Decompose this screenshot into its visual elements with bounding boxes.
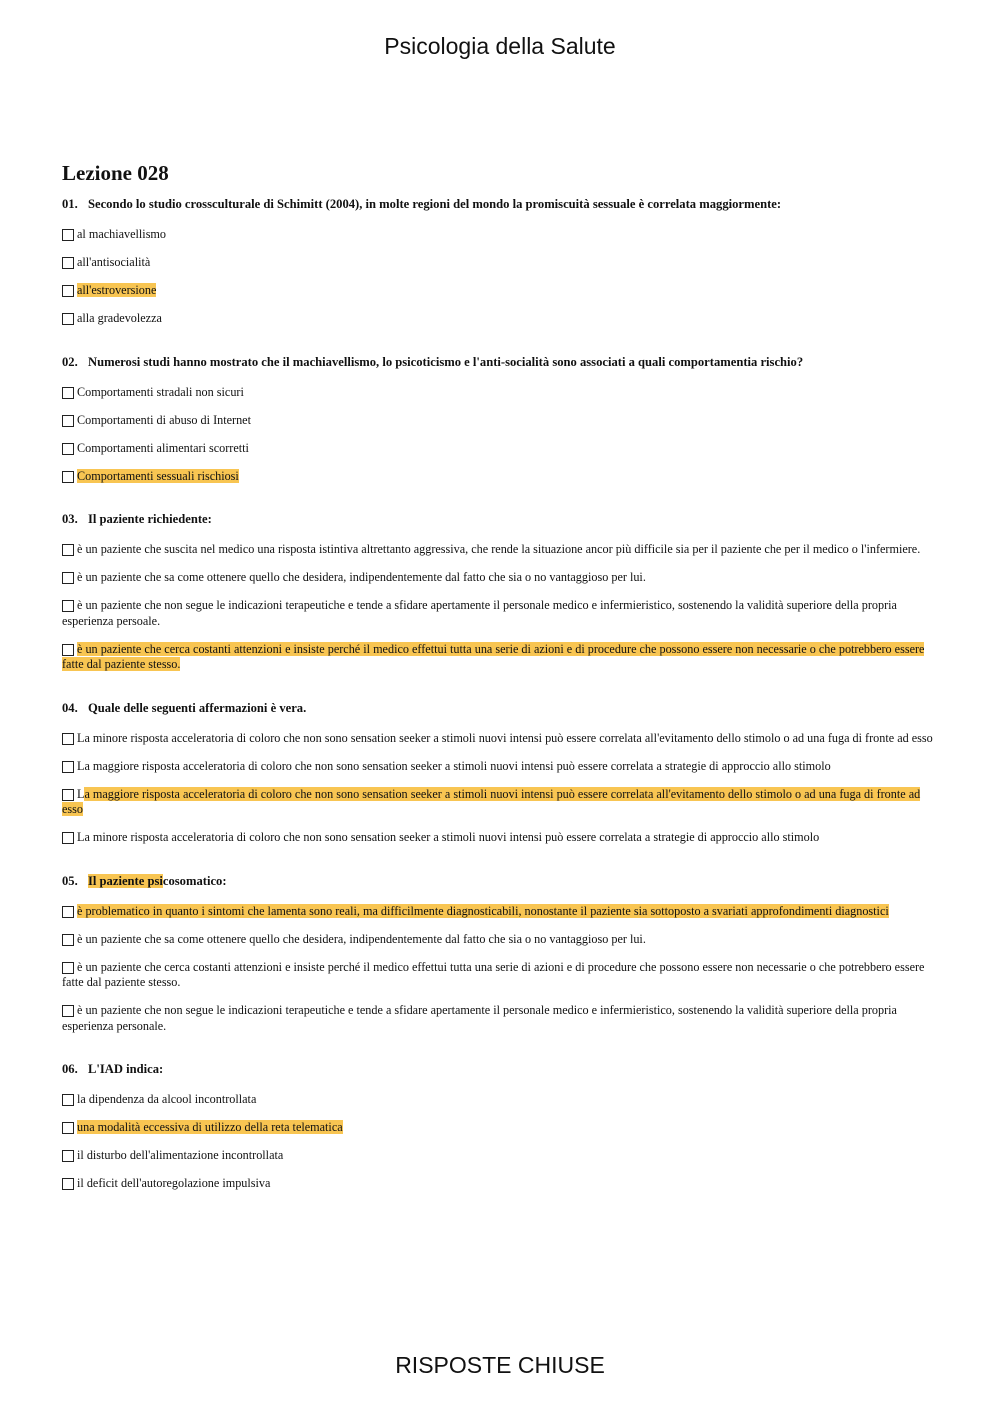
question-block [62, 874, 934, 1035]
option-text: il disturbo dell'alimentazione incontrollata [77, 1148, 284, 1162]
page-header: Psicologia della Salute [384, 33, 616, 59]
checkbox[interactable] [62, 832, 74, 844]
answer-option[interactable] [62, 469, 934, 485]
answer-option[interactable] [62, 830, 934, 846]
question-number: 05. [62, 873, 78, 888]
quiz-content [62, 161, 934, 1220]
question-number: 03. [62, 512, 78, 526]
option-text: è un paziente che suscita nel medico una risposta istintiva altrettanto aggressiva, che rende la situazione ancor più difficile sia per il paziente che per il medico o l'infermiere. [77, 542, 921, 556]
checkbox[interactable] [62, 962, 74, 974]
checkbox[interactable] [62, 443, 74, 455]
question-list [62, 197, 934, 1192]
answer-option[interactable] [62, 1003, 934, 1034]
answer-option[interactable] [62, 932, 934, 948]
checkbox[interactable] [62, 934, 74, 946]
checkbox[interactable] [62, 313, 74, 325]
option-text: all'antisocialità [77, 255, 151, 269]
checkbox[interactable] [62, 415, 74, 427]
answer-option[interactable] [62, 227, 934, 243]
answer-option[interactable] [62, 385, 934, 401]
option-text: è un paziente che non segue le indicazioni terapeutiche e tende a sfidare apertamente il personale medico e infermieristico, sostenendo la validità superiore della propria esperienza personale. [62, 1003, 897, 1033]
checkbox[interactable] [62, 387, 74, 399]
question-block [62, 701, 934, 846]
answer-option[interactable] [62, 255, 934, 271]
question-number: 01. [62, 197, 78, 211]
answer-option[interactable] [62, 1148, 934, 1164]
highlighted-answer: una modalità eccessiva di utilizzo della reta telematica [77, 1120, 343, 1134]
question-number: 06. [62, 1062, 78, 1076]
answer-option[interactable] [62, 759, 934, 775]
option-text: Comportamenti alimentari scorretti [77, 440, 249, 455]
answer-option[interactable] [62, 598, 934, 629]
question-text [62, 512, 934, 527]
answer-option[interactable] [62, 731, 934, 747]
checkbox[interactable] [62, 761, 74, 773]
checkbox[interactable] [62, 789, 74, 801]
question-label: L'IAD indica: [88, 1062, 164, 1076]
option-text: Comportamenti stradali non sicuri [77, 384, 244, 399]
question-number: 02. [62, 354, 78, 369]
option-text: L [77, 786, 85, 801]
checkbox[interactable] [62, 600, 74, 612]
answer-option[interactable] [62, 904, 934, 920]
checkbox[interactable] [62, 257, 74, 269]
answer-option[interactable] [62, 642, 934, 673]
highlighted-answer: all'estroversione [77, 283, 157, 297]
answer-option[interactable] [62, 1092, 934, 1108]
question-block [62, 512, 934, 673]
question-label: Secondo lo studio crossculturale di Schimitt (2004), in molte regioni del mondo la promiscuità sessuale è correlata maggiormente: [88, 197, 782, 211]
checkbox[interactable] [62, 572, 74, 584]
question-label: Numerosi studi hanno mostrato che il machiavellismo, lo psicoticismo e l'anti-socialità sono associati a quali comportamentia rischio? [88, 354, 804, 369]
question-label: cosomatico: [162, 873, 227, 888]
question-text [62, 874, 934, 889]
checkbox[interactable] [62, 544, 74, 556]
checkbox[interactable] [62, 1150, 74, 1162]
answer-option[interactable] [62, 542, 934, 558]
question-text [62, 197, 934, 212]
question-block [62, 197, 934, 327]
answer-option[interactable] [62, 960, 934, 991]
highlighted-answer: è un paziente che cerca costanti attenzioni e insiste perché il medico effettui tutta una serie di azioni e di procedure che possono essere non necessarie o che potrebbero essere fatte dal paziente stesso. [62, 641, 925, 671]
option-text: al machiavellismo [77, 227, 167, 241]
answer-option[interactable] [62, 1176, 934, 1192]
lesson-title: Lezione 028 [62, 161, 169, 185]
option-text: il deficit dell'autoregolazione impulsiva [77, 1176, 271, 1190]
answer-option[interactable] [62, 441, 934, 457]
checkbox[interactable] [62, 906, 74, 918]
highlighted-answer: a maggiore risposta acceleratoria di coloro che non sono sensation seeker a stimoli nuovi intensi può essere correlata all'evitamento dello stimolo o ad una fuga di fronte ad esso [62, 786, 921, 816]
question-text [62, 1062, 934, 1077]
answer-option[interactable] [62, 1120, 934, 1136]
option-text: è un paziente che sa come ottenere quello che desidera, indipendentemente dal fatto che sia o no vantaggioso per lui. [77, 570, 646, 584]
checkbox[interactable] [62, 1178, 74, 1190]
question-label: Il paziente richiedente: [88, 512, 212, 526]
question-block [62, 1062, 934, 1192]
option-text: La minore risposta acceleratoria di coloro che non sono sensation seeker a stimoli nuovi intensi può essere correlata a strategie di approccio allo stimolo [77, 830, 820, 844]
option-text: la dipendenza da alcool incontrollata [77, 1092, 257, 1106]
checkbox[interactable] [62, 229, 74, 241]
highlighted-answer: Comportamenti sessuali rischiosi [77, 468, 239, 483]
option-text: è un paziente che sa come ottenere quello che desidera, indipendentemente dal fatto che sia o no vantaggioso per lui. [77, 931, 646, 946]
question-number: 04. [62, 700, 78, 715]
page-footer: RISPOSTE CHIUSE [395, 1352, 605, 1378]
option-text: è un paziente che cerca costanti attenzioni e insiste perché il medico effettui tutta una serie di azioni e di procedure che possono essere non necessarie o che potrebbero essere fatte dal paziente stesso. [62, 959, 925, 989]
option-text: alla gradevolezza [77, 311, 162, 325]
question-text [62, 355, 934, 370]
checkbox[interactable] [62, 1005, 74, 1017]
checkbox[interactable] [62, 285, 74, 297]
checkbox[interactable] [62, 471, 74, 483]
option-text: è un paziente che non segue le indicazioni terapeutiche e tende a sfidare apertamente il personale medico e infermieristico, sostenendo la validità superiore della propria esperienza persoale. [62, 598, 897, 628]
question-block [62, 355, 934, 485]
answer-option[interactable] [62, 413, 934, 429]
highlighted-answer: è problematico in quanto i sintomi che lamenta sono reali, ma difficilmente diagnosticabili, nonostante il paziente sia sottoposto a svariati approfondimenti diagnostici [77, 903, 889, 918]
question-text [62, 701, 934, 716]
highlighted-text: Il paziente psi [88, 873, 163, 888]
option-text: La maggiore risposta acceleratoria di coloro che non sono sensation seeker a stimoli nuovi intensi può essere correlata a strategie di approccio allo stimolo [77, 758, 831, 773]
checkbox[interactable] [62, 1122, 74, 1134]
answer-option[interactable] [62, 283, 934, 299]
question-label: Quale delle seguenti affermazioni è vera. [88, 700, 307, 715]
answer-option[interactable] [62, 787, 934, 818]
checkbox[interactable] [62, 1094, 74, 1106]
checkbox[interactable] [62, 644, 74, 656]
checkbox[interactable] [62, 733, 74, 745]
option-text: La minore risposta acceleratoria di coloro che non sono sensation seeker a stimoli nuovi intensi può essere correlata all'evitamento dello stimolo o ad una fuga di fronte ad esso [77, 730, 933, 745]
answer-option[interactable] [62, 311, 934, 327]
answer-option[interactable] [62, 570, 934, 586]
option-text: Comportamenti di abuso di Internet [77, 412, 251, 427]
